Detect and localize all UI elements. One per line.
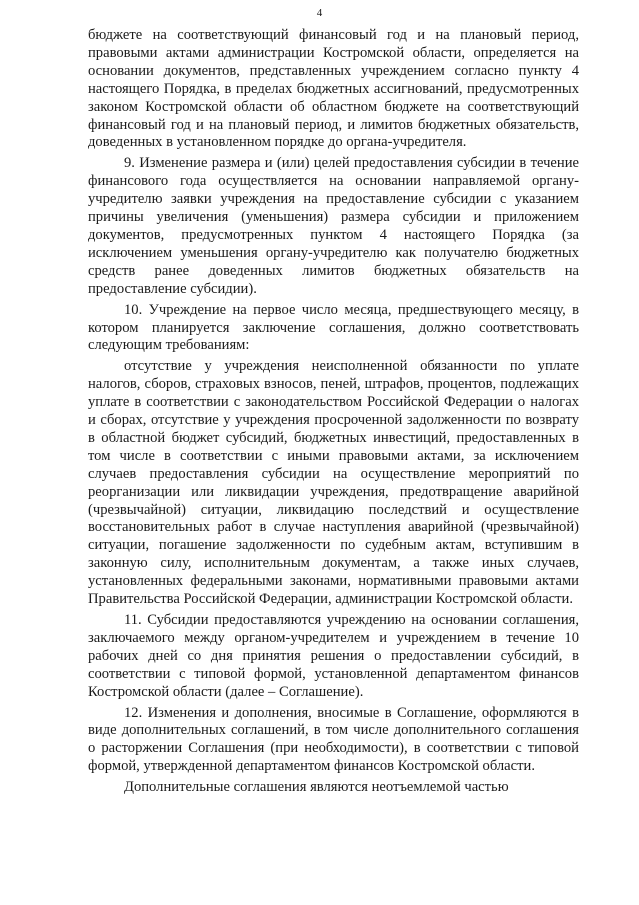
document-body [88,27,579,797]
paragraph-additional-agreements: Дополнительные соглашения являются неотъемлемой частью [124,779,509,796]
paragraph-continuation: бюджете на соответствующий финансовый год и на плановый период, правовыми актами администрации Костромской области, определяется на основании документов, представленных учреждением согласно пункту 4 настоящего Порядка, в пределах бюджетных ассигнований, предусмотренных законом Костромской области об областном бюджете на соответствующий финансовый год и на плановый период, и лимитов бюджетных обязательств, доведенных в установленном порядке до органа-учредителя. [88,27,579,151]
paragraph-requirements: отсутствие у учреждения неисполненной обязанности по уплате налогов, сборов, страховых взносов, пеней, штрафов, процентов, подлежащих уплате в соответствии с законодательством Российской Федерации о налогах и сборах, отсутствие у учреждения просроченной задолженности по возврату в областной бюджет субсидий, бюджетных инвестиций, предоставленных в том числе в соответствии с иными правовыми актами, за исключением случаев предоставления субсидии на осуществление мероприятий по реорганизации или ликвидации учреждения, предотвращение аварийной (чрезвычайной) ситуации, ликвидацию последствий и осуществление восстановительных работ в случае наступления аварийной (чрезвычайной) ситуации, погашение задолженности по судебным актам, вступившим в законную силу, исполнительным документам, а также иных случаев, установленных федеральными законами, нормативными правовыми актами Правительства Российской Федерации, администрации Костромской области. [88,358,579,608]
paragraph-item-10: 10. Учреждение на первое число месяца, предшествующего месяцу, в котором планируется заключение соглашения, должно соответствовать следующим требованиям: [88,301,579,354]
paragraph-item-9: 9. Изменение размера и (или) целей предоставления субсидии в течение финансового года осуществляется на основании направляемой органу-учредителю заявки учреждения на предоставление субсидии с указанием причины увеличения (уменьшения) размера субсидии и приложением документов, предусмотренных пунктом 4 настоящего Порядка (за исключением уменьшения органу-учредителю как получателю бюджетных средств ранее доведенных лимитов бюджетных обязательств на предоставление субсидии). [88,155,579,297]
page-number: 4 [316,7,323,19]
paragraph-item-12: 12. Изменения и дополнения, вносимые в Соглашение, оформляются в виде дополнительных соглашений, в том числе дополнительного соглашения о расторжении Соглашения (при необходимости), в соответствии с типовой формой, утвержденной департаментом финансов Костромской области. [88,704,579,775]
paragraph-item-11: 11. Субсидии предоставляются учреждению на основании соглашения, заключаемого между органом-учредителем и учреждением в течение 10 рабочих дней со дня принятия решения о предоставлении субсидий, в соответствии с типовой формой, установленной департаментом финансов Костромской области (далее – Соглашение). [88,612,579,700]
